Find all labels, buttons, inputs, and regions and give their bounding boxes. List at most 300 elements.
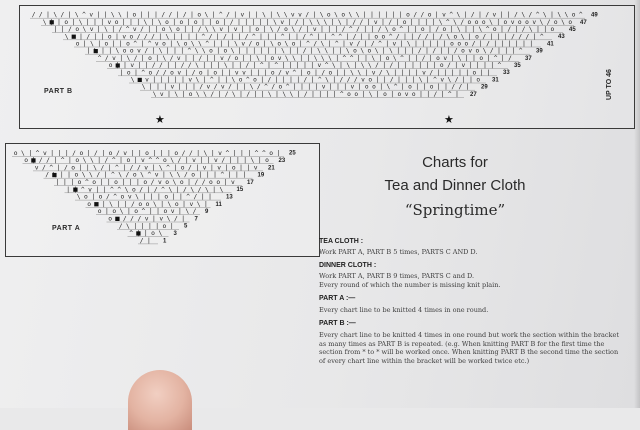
stitch-symbol: o <box>75 26 80 34</box>
stitch-symbol: v <box>170 208 175 216</box>
stitch-symbol: | <box>212 40 217 48</box>
stitch-symbol: o <box>131 186 136 194</box>
stitch-symbol: / <box>256 83 261 91</box>
stitch-symbol: / <box>139 237 144 245</box>
stitch-symbol: ^ <box>264 83 268 91</box>
stitch-symbol: \ <box>169 171 174 179</box>
stitch-symbol: / <box>223 33 227 41</box>
stitch-symbol: \ <box>392 54 397 62</box>
stitch-symbol: o <box>278 83 283 91</box>
stitch-symbol: o <box>347 90 351 98</box>
row-number: 13 <box>226 194 233 201</box>
stitch-symbol: | <box>434 11 439 19</box>
stitch-symbol: | <box>543 26 548 34</box>
stitch-symbol: | <box>173 164 178 172</box>
stitch-symbol: | <box>82 40 87 48</box>
stitch-symbol: | <box>111 40 116 48</box>
stitch-symbol: / <box>131 200 135 208</box>
stitch-symbol: | <box>424 18 429 26</box>
stitch-symbol: v <box>285 69 290 77</box>
stitch-symbol: | <box>96 26 101 34</box>
stitch-symbol: | <box>173 62 178 70</box>
stitch-symbol: | <box>140 54 145 62</box>
stitch-symbol: | <box>184 54 188 62</box>
stitch-symbol: | <box>262 40 267 48</box>
stitch-symbol: \ <box>201 47 206 55</box>
stitch-symbol: ^ <box>209 76 214 84</box>
stitch-symbol: v <box>219 26 224 34</box>
part-b-note-heading: PART B :— <box>319 320 356 327</box>
stitch-symbol: o <box>24 157 29 165</box>
stitch-symbol: | <box>381 47 386 55</box>
stitch-symbol: | <box>91 193 96 201</box>
stitch-symbol: | <box>227 171 232 179</box>
stitch-symbol: / <box>104 157 109 165</box>
stitch-symbol: | <box>332 90 337 98</box>
stitch-symbol: | <box>101 47 105 55</box>
stitch-symbol: o <box>270 69 275 77</box>
stitch-symbol: \ <box>141 83 146 91</box>
stitch-symbol: o <box>238 76 243 84</box>
stitch-symbol: ^ <box>129 230 134 238</box>
stitch-symbol: o <box>179 18 184 26</box>
stitch-symbol: / <box>278 69 282 77</box>
stitch-symbol: | <box>121 179 126 186</box>
star-left-icon: ★ <box>155 114 165 126</box>
stitch-symbol: | <box>414 40 418 48</box>
stitch-symbol: | <box>163 83 168 91</box>
stitch-symbol: ^ <box>166 164 170 172</box>
stitch-symbol: v <box>440 76 445 84</box>
stitch-symbol: | <box>295 47 300 55</box>
stitch-symbol: o <box>571 11 576 19</box>
stitch-symbol: | <box>222 18 227 26</box>
row-number: 15 <box>236 187 244 194</box>
stitch-symbol: | <box>64 149 69 157</box>
stitch-symbol: | <box>338 47 343 55</box>
stitch-symbol: | <box>298 40 303 48</box>
stitch-symbol: | <box>262 26 267 34</box>
stitch-symbol: ^ <box>497 62 502 70</box>
stitch-symbol: | <box>305 26 310 34</box>
stitch-symbol: | <box>330 18 335 26</box>
tea-cloth-heading: TEA CLOTH : <box>319 238 364 245</box>
row-number: 41 <box>547 41 554 48</box>
stitch-symbol: | <box>46 11 50 19</box>
stitch-symbol: | <box>504 47 509 55</box>
stitch-symbol: o <box>517 18 522 26</box>
stitch-symbol: | <box>209 62 214 70</box>
stitch-symbol: o <box>402 18 407 26</box>
part-b-label: PART B <box>44 88 73 95</box>
stitch-symbol: | <box>137 62 142 70</box>
stitch-symbol: \ <box>110 11 115 19</box>
stitch-symbol: / <box>198 54 203 62</box>
stitch-symbol: | <box>397 76 401 84</box>
stitch-symbol: | <box>202 62 207 70</box>
stitch-symbol: ^ <box>400 54 404 62</box>
stitch-symbol: o <box>269 149 274 157</box>
stitch-symbol: | <box>407 69 412 77</box>
stitch-symbol: o <box>476 76 481 84</box>
stitch-symbol: | <box>467 33 472 41</box>
stitch-symbol: / <box>60 11 65 19</box>
stitch-symbol: o <box>145 200 150 208</box>
stitch-symbol: | <box>399 40 404 48</box>
stitch-symbol: / <box>435 26 440 34</box>
row-number: 25 <box>289 150 296 157</box>
stitch-symbol: v <box>253 164 258 172</box>
stitch-symbol: o <box>265 157 269 165</box>
stitch-symbol: / <box>151 62 156 70</box>
stitch-symbol: / <box>511 33 515 41</box>
stitch-symbol: o <box>255 26 260 34</box>
stitch-symbol: | <box>288 47 293 55</box>
stitch-symbol: \ <box>521 11 526 19</box>
stitch-symbol: \ <box>109 200 113 208</box>
stitch-symbol: / <box>194 179 199 186</box>
stitch-symbol: | <box>422 83 427 91</box>
stitch-symbol: o <box>255 40 260 48</box>
stitch-symbol: ^ <box>309 33 314 41</box>
stitch-symbol: | <box>196 149 201 157</box>
stitch-symbol: / <box>96 171 101 179</box>
stitch-symbol: | <box>303 62 307 70</box>
stitch-symbol: \ <box>176 171 181 179</box>
stitch-symbol: | <box>103 11 108 19</box>
stitch-symbol: | <box>210 149 215 157</box>
stitch-symbol: v <box>206 83 211 91</box>
stitch-symbol: / <box>136 164 141 172</box>
stitch-symbol: | <box>159 149 164 157</box>
stitch-symbol: o <box>165 179 170 186</box>
row-number: 37 <box>525 55 532 62</box>
stitch-symbol: | <box>226 26 231 34</box>
stitch-symbol: | <box>265 18 270 26</box>
stitch-symbol: o <box>306 69 311 77</box>
stitch-symbol: | <box>56 164 61 172</box>
stitch-symbol: | <box>450 54 455 62</box>
stitch-symbol: | <box>428 26 432 34</box>
stitch-symbol: / <box>155 69 160 77</box>
stitch-symbol: \ <box>316 18 321 26</box>
stitch-symbol: | <box>414 69 419 77</box>
part-a-label: PART A <box>52 225 81 232</box>
stitch-symbol: | <box>86 149 91 157</box>
stitch-symbol: | <box>257 157 262 165</box>
stitch-symbol: | <box>301 18 306 26</box>
stitch-symbol: | <box>53 26 58 34</box>
stitch-symbol: \ <box>90 40 94 48</box>
stitch-symbol: | <box>497 47 501 55</box>
stitch-symbol: v <box>188 76 193 84</box>
stitch-symbol: | <box>217 76 221 84</box>
stitch-symbol: / <box>45 171 50 179</box>
stitch-symbol: \ <box>320 40 325 48</box>
stitch-symbol: / <box>546 18 551 26</box>
stitch-symbol: | <box>118 40 123 48</box>
stitch-symbol: | <box>529 40 534 48</box>
stitch-symbol: ^ <box>285 83 290 91</box>
stitch-symbol: o <box>411 90 416 98</box>
stitch-symbol: | <box>256 69 261 77</box>
stitch-symbol: ^ <box>147 171 152 179</box>
stitch-symbol: ^ <box>187 47 192 55</box>
stitch-symbol: | <box>522 40 526 48</box>
stitch-symbol: o <box>74 171 79 179</box>
stitch-symbol: / <box>183 186 187 194</box>
stitch-symbol: / <box>471 40 476 48</box>
stitch-symbol: | <box>464 54 469 62</box>
stitch-symbol: | <box>240 149 244 157</box>
stitch-symbol: | <box>50 149 55 157</box>
stitch-symbol: | <box>320 26 324 34</box>
stitch-symbol: \ <box>447 76 452 84</box>
stitch-symbol: | <box>327 26 332 34</box>
stitch-symbol: | <box>436 69 441 77</box>
stitch-symbol: | <box>411 76 416 84</box>
stitch-symbol: | <box>152 149 157 157</box>
stitch-symbol: | <box>446 47 451 55</box>
stitch-symbol: \ <box>166 215 171 223</box>
stitch-symbol: \ <box>386 69 390 77</box>
part-a-note-text: Every chart line to be knitted 4 times in one round. <box>319 306 489 314</box>
stitch-symbol: v <box>202 164 207 172</box>
stitch-symbol: | <box>149 193 154 201</box>
stitch-symbol: | <box>169 40 174 48</box>
stitch-symbol: ^ <box>161 186 165 194</box>
stitch-symbol: / <box>298 26 303 34</box>
stitch-symbol: o <box>162 222 167 230</box>
stitch-symbol: ^ <box>334 40 339 48</box>
stitch-symbol: / <box>136 33 141 41</box>
stitch-symbol: | <box>160 200 165 208</box>
stitch-symbol: o <box>13 149 18 157</box>
stitch-symbol: | <box>260 76 265 84</box>
stitch-symbol: ^ <box>445 18 450 26</box>
stitch-symbol: | <box>499 11 504 19</box>
stitch-symbol: \ <box>406 40 411 48</box>
stitch-symbol: | <box>97 40 102 48</box>
stitch-symbol: v <box>154 40 159 48</box>
stitch-symbol: \ <box>234 40 238 48</box>
stitch-symbol: \ <box>223 62 228 70</box>
stitch-symbol: \ <box>198 40 202 48</box>
stitch-symbol: \ <box>489 18 493 26</box>
stitch-symbol: ^ <box>84 179 89 186</box>
stitch-symbol: | <box>115 33 119 41</box>
stitch-symbol: | <box>142 193 147 201</box>
stitch-symbol: / <box>105 193 110 201</box>
stitch-symbol: | <box>431 33 436 41</box>
stitch-symbol: | <box>155 222 160 230</box>
stitch-symbol: | <box>237 33 242 41</box>
stitch-symbol: | <box>496 33 501 41</box>
stitch-symbol: | <box>95 186 100 194</box>
stitch-symbol: v <box>321 83 326 91</box>
stitch-symbol: | <box>248 26 252 34</box>
stitch-symbol: / <box>267 76 272 84</box>
stitch-symbol: | <box>66 186 71 194</box>
stitch-symbol: v <box>112 54 116 62</box>
stitch-symbol: o <box>112 208 117 216</box>
stitch-symbol: \ <box>270 40 274 48</box>
stitch-symbol: ^ <box>280 33 285 41</box>
stitch-symbol: v <box>280 18 285 26</box>
stitch-symbol: o <box>138 200 143 208</box>
stitch-symbol: | <box>375 90 380 98</box>
stitch-symbol: | <box>227 69 232 77</box>
stitch-symbol: v <box>122 33 127 41</box>
stitch-symbol: ^ <box>147 40 152 48</box>
stitch-symbol: | <box>469 76 473 84</box>
stitch-symbol: \ <box>230 47 235 55</box>
stitch-symbol: ^ <box>35 149 40 157</box>
stitch-symbol: o <box>354 90 359 98</box>
stitch-symbol: | <box>177 83 182 91</box>
stitch-symbol: o <box>341 11 346 19</box>
stitch-symbol: ^ <box>348 26 353 34</box>
stitch-symbol: | <box>244 18 249 26</box>
stitch-symbol: o <box>216 179 221 186</box>
stitch-symbol: | <box>463 11 468 19</box>
stitch-symbol: / <box>104 54 109 62</box>
stitch-symbol: v <box>159 215 164 223</box>
stitch-symbol: v <box>130 62 135 70</box>
filled-square-icon <box>138 78 142 82</box>
stitch-symbol: \ <box>78 18 83 26</box>
stitch-symbol: o <box>374 33 379 41</box>
stitch-symbol: / <box>525 33 530 41</box>
stitch-symbol: \ <box>82 157 87 165</box>
row-number: 1 <box>163 238 167 245</box>
stitch-symbol: | <box>343 83 348 91</box>
stitch-symbol: / <box>197 26 202 34</box>
stitch-symbol: | <box>273 33 278 41</box>
stitch-symbol: \ <box>438 18 443 26</box>
stitch-symbol: | <box>385 40 390 48</box>
stitch-symbol: / <box>153 186 158 194</box>
stitch-symbol: \ <box>42 18 47 26</box>
stitch-symbol: | <box>147 26 152 34</box>
stitch-symbol: | <box>187 179 191 186</box>
stitch-symbol: / <box>228 83 232 91</box>
stitch-symbol: o <box>134 208 139 216</box>
stitch-symbol: | <box>295 62 300 70</box>
stitch-symbol: / <box>213 83 218 91</box>
stitch-symbol: | <box>143 230 148 238</box>
stitch-symbol: | <box>443 69 448 77</box>
stitch-symbol: | <box>209 164 214 172</box>
stitch-symbol: | <box>289 76 293 84</box>
stitch-symbol: o <box>457 40 462 48</box>
row-number: 33 <box>503 70 510 77</box>
stitch-symbol: \ <box>64 33 69 41</box>
stitch-symbol: / <box>122 215 127 223</box>
stitch-symbol: | <box>106 179 111 186</box>
stitch-symbol: | <box>375 76 380 84</box>
stitch-symbol: / <box>224 90 229 98</box>
stitch-symbol: o <box>429 83 434 91</box>
stitch-symbol: / <box>470 11 475 19</box>
page-edge-shadow <box>634 0 640 408</box>
stitch-symbol: v <box>312 26 317 34</box>
stitch-symbol: / <box>161 11 166 19</box>
stitch-symbol: v <box>132 26 137 34</box>
stitch-symbol: / <box>210 90 215 98</box>
stitch-symbol: | <box>67 11 72 19</box>
stitch-symbol: | <box>155 54 160 62</box>
stitch-symbol: | <box>100 33 105 41</box>
stitch-symbol: | <box>123 62 127 70</box>
stitch-symbol: | <box>377 11 382 19</box>
row-number: 11 <box>215 201 222 208</box>
stitch-symbol: | <box>342 40 346 48</box>
stitch-symbol: \ <box>196 200 201 208</box>
stitch-symbol: / <box>227 54 232 62</box>
stitch-symbol: | <box>157 193 161 201</box>
stitch-symbol: ^ <box>338 33 343 41</box>
stitch-symbol: | <box>506 11 511 19</box>
stitch-symbol: ^ <box>115 164 119 172</box>
stitch-symbol: ^ <box>148 157 153 165</box>
stitch-symbol: | <box>364 54 368 62</box>
stitch-symbol: \ <box>456 26 461 34</box>
stitch-symbol: \ <box>89 171 93 179</box>
stitch-symbol: / <box>359 18 364 26</box>
stitch-symbol: v <box>214 157 218 165</box>
stitch-symbol: v <box>241 40 246 48</box>
stitch-symbol: | <box>378 54 383 62</box>
stitch-symbol: \ <box>418 76 423 84</box>
stitch-symbol: v <box>145 76 149 84</box>
stitch-symbol: / <box>229 18 234 26</box>
stitch-symbol: o <box>253 76 257 84</box>
stitch-symbol: / <box>377 26 382 34</box>
stitch-symbol: \ <box>194 47 199 55</box>
stitch-symbol: / <box>460 18 465 26</box>
stitch-symbol: o <box>479 54 484 62</box>
stitch-symbol: | <box>126 208 131 216</box>
stitch-symbol: | <box>382 76 387 84</box>
stitch-symbol: v <box>371 69 376 77</box>
stitch-symbol: o <box>162 40 166 48</box>
stitch-symbol: | <box>119 54 124 62</box>
stitch-symbol: | <box>288 62 293 70</box>
stitch-symbol: | <box>152 76 157 84</box>
stitch-symbol: / <box>199 83 204 91</box>
stitch-symbol: / <box>424 33 429 41</box>
stitch-symbol: | <box>331 47 336 55</box>
stitch-symbol: | <box>334 26 339 34</box>
stitch-symbol: | <box>281 76 286 84</box>
stitch-symbol: | <box>367 33 371 41</box>
stitch-symbol: \ <box>292 54 296 62</box>
stitch-symbol: | <box>216 47 221 55</box>
stitch-symbol: v <box>422 69 426 77</box>
stitch-symbol: o <box>161 26 166 34</box>
stitch-symbol: / <box>346 76 351 84</box>
stitch-symbol: \ <box>283 11 288 19</box>
stitch-symbol: v <box>510 18 515 26</box>
stitch-symbol: o <box>353 47 357 55</box>
stitch-symbol: | <box>418 62 423 70</box>
stitch-symbol: | <box>411 62 415 70</box>
stitch-symbol: | <box>247 11 252 19</box>
stitch-symbol: | <box>417 18 421 26</box>
stitch-symbol: / <box>303 90 308 98</box>
stitch-symbol: | <box>432 62 437 70</box>
